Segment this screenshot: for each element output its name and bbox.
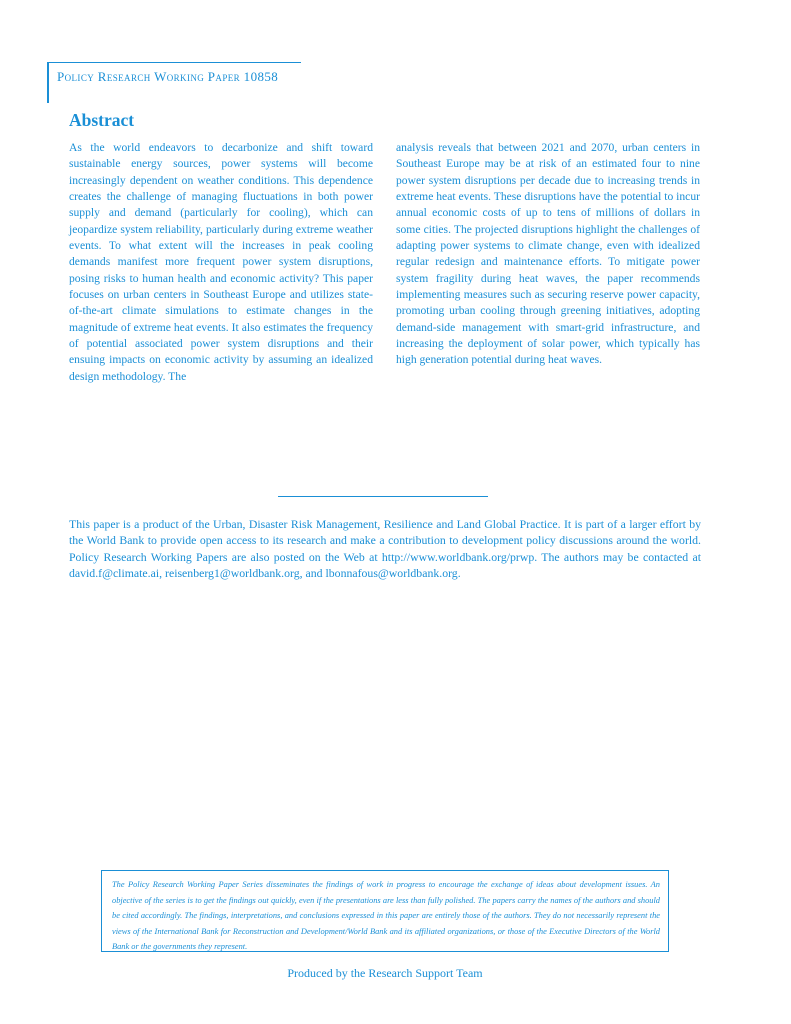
series-header — [47, 62, 301, 103]
abstract-left-column: As the world endeavors to decarbonize and shift toward sustainable energy sources, power systems will become increasingly dependent on weather conditions. This dependence creates the challenge of managing fluctuations in both power supply and demand (particularly for cooling), which can jeopardize system reliability, particularly during extreme weather events. To what extent will the increases in peak cooling demands manifest more frequent power system disruptions, posing risks to human health and economic activity? This paper focuses on urban centers in Southeast Europe and utilizes state-of-the-art climate simulations to estimate changes in the magnitude of extreme heat events. It also estimates the frequency of potential associated power system disruptions and their ensuing impacts on economic activity by assuming an idealized design methodology. The — [69, 141, 373, 383]
disclaimer-text: The Policy Research Working Paper Series disseminates the findings of work in progress to encourage the exchange of ideas about development issues. An objective of the series is to get the findings out quickly, even if the presentations are less than fully polished. The papers carry the names of the authors and should be cited accordingly. The findings, interpretations, and conclusions expressed in this paper are entirely those of the authors. They do not necessarily represent the views of the International Bank for Reconstruction and Development/World Bank and its affiliated organizations, or those of the Executive Directors of the World Bank or the governments they represent. — [112, 880, 660, 952]
abstract-title: Abstract — [69, 110, 135, 130]
footer-credit: Produced by the Research Support Team — [287, 966, 483, 980]
section-divider — [278, 496, 488, 497]
info-paragraph: This paper is a product of the Urban, Disaster Risk Management, Resilience and Land Global Practice. It is part of a larger effort by the World Bank to provide open access to its research and make a contribution to development policy discussions around the world. Policy Research Working Papers are also posted on the Web at http://www.worldbank.org/prwp. The authors may be contacted at david.f@climate.ai, reisenberg1@worldbank.org, and lbonnafous@worldbank.org. — [69, 517, 701, 581]
disclaimer-box — [101, 870, 669, 952]
abstract-right-column: analysis reveals that between 2021 and 2070, urban centers in Southeast Europe may be at risk of an estimated four to nine power system disruptions per decade due to increasing trends in extreme heat events. These disruptions have the potential to incur annual economic costs of up to tens of millions of dollars in some cities. The projected disruptions highlight the challenges of adapting power systems to climate change, even with idealized regular redesign and maintenance efforts. To mitigate power system fragility during heat waves, the paper recommends implementing measures such as securing reserve power capacity, promoting urban cooling through greening initiatives, adopting demand-side management with smart-grid infrastructure, and increasing the deployment of solar power, which typically has high generation potential during heat waves. — [396, 141, 700, 367]
series-label: Policy Research Working Paper 10858 — [57, 69, 279, 84]
